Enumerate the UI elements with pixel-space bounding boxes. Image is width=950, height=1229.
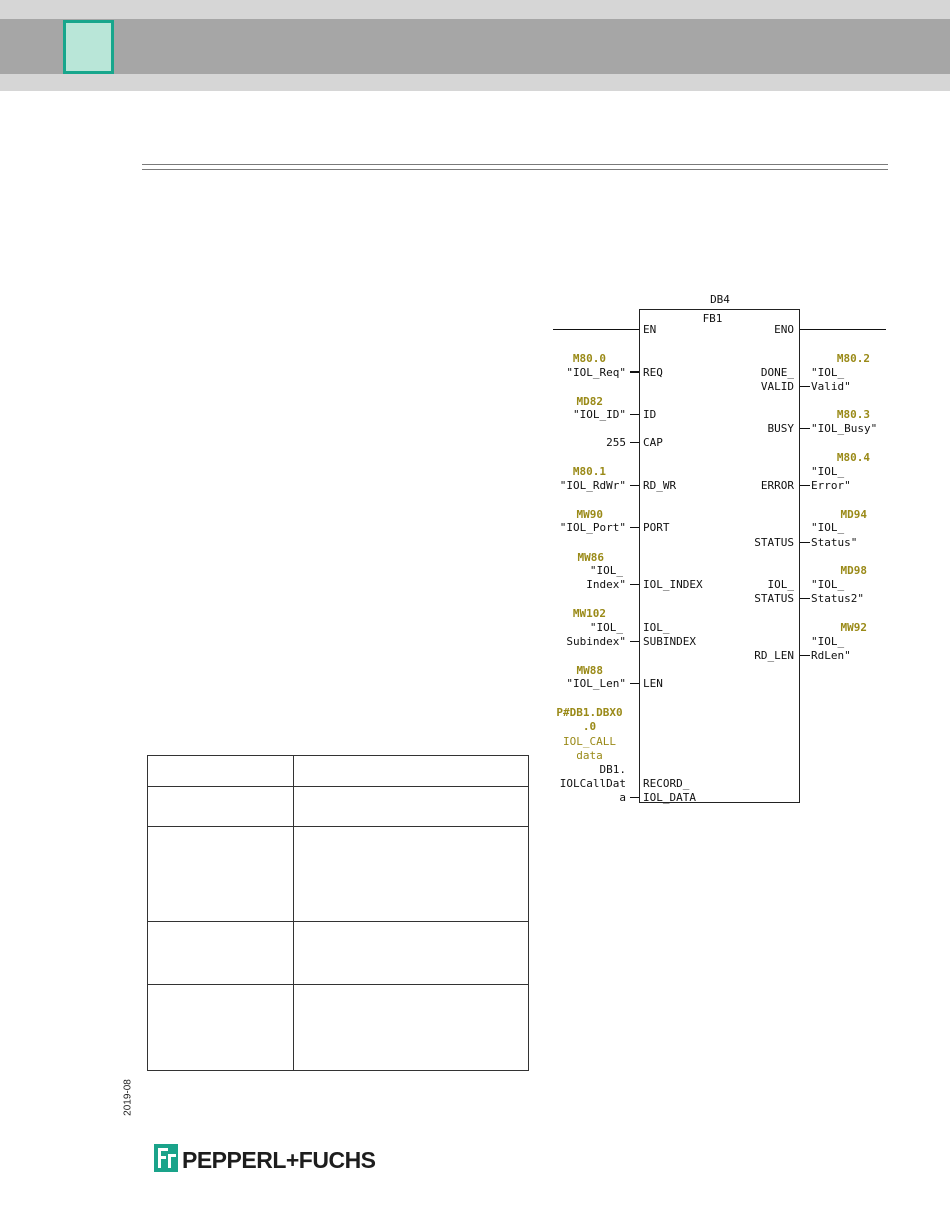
input-constant: 255 [606, 436, 626, 449]
table-row-divider [148, 826, 528, 827]
input-pin: CAP [643, 436, 663, 449]
input-address: MW86 [577, 551, 604, 564]
output-address: M80.4 [836, 451, 870, 464]
publication-date: 2019-08 [122, 1079, 134, 1116]
title-rule-top [142, 164, 888, 165]
en-wire [553, 329, 639, 330]
input-address: MW102 [572, 607, 606, 620]
output-operand: "IOL_Busy" [811, 422, 878, 435]
input-operand: "IOL_Port" [559, 521, 626, 534]
input-pin: ID [643, 408, 657, 421]
input-operand: "IOL_ [589, 564, 623, 577]
block-name: FB1 [702, 312, 723, 325]
input-pin: SUBINDEX [643, 635, 696, 648]
input-pin: IOL_ [643, 621, 670, 634]
output-pin: IOL_ [767, 578, 794, 591]
input-wire [630, 371, 639, 373]
output-operand: RdLen" [811, 649, 851, 662]
table-row-divider [148, 984, 528, 985]
output-pin: RD_LEN [754, 649, 794, 662]
input-address: .0 [582, 720, 597, 733]
input-wire [630, 683, 639, 684]
output-operand: Status2" [811, 592, 864, 605]
header-band-top [0, 0, 950, 19]
header-band [0, 19, 950, 74]
instance-db-label: DB4 [710, 293, 730, 306]
input-address: M80.0 [572, 352, 606, 365]
output-operand: Status" [811, 536, 858, 549]
table-row-divider [148, 786, 528, 787]
output-pin: VALID [760, 380, 794, 393]
output-pin: ERROR [760, 479, 794, 492]
input-address: MW90 [576, 508, 603, 521]
chapter-marker [63, 20, 114, 74]
header-band-bottom [0, 74, 950, 91]
input-operand: Subindex" [566, 635, 626, 648]
input-address: MD82 [576, 395, 603, 408]
input-pin: RD_WR [643, 479, 677, 492]
output-address: MD94 [840, 508, 867, 521]
input-operand: "IOL_Req" [566, 366, 626, 379]
output-pin: DONE_ [760, 366, 794, 379]
pepperl-fuchs-logo-icon [154, 1144, 178, 1172]
output-address: M80.2 [836, 352, 870, 365]
input-wire [630, 527, 639, 528]
output-wire [800, 542, 810, 543]
output-pin: BUSY [767, 422, 794, 435]
pin-eno: ENO [774, 323, 794, 336]
input-pin: RECORD_ [643, 777, 690, 790]
table-row-divider [148, 921, 528, 922]
input-pin: IOL_DATA [643, 791, 696, 804]
output-address: MW92 [840, 621, 867, 634]
brand-logo-text: PEPPERL+FUCHS [182, 1147, 376, 1173]
output-operand: "IOL_ [811, 465, 845, 478]
input-wire [630, 584, 639, 585]
input-operand: a [619, 791, 626, 804]
output-pin: STATUS [754, 592, 794, 605]
output-wire [800, 386, 810, 387]
input-operand: Index" [586, 578, 626, 591]
input-operand: "IOL_ [589, 621, 623, 634]
input-address: MW88 [576, 664, 603, 677]
output-address: MD98 [840, 564, 867, 577]
input-wire [630, 485, 639, 486]
input-address: P#DB1.DBX0 [556, 706, 623, 719]
input-address: M80.1 [572, 465, 606, 478]
input-pin: PORT [643, 521, 670, 534]
output-wire [800, 428, 810, 429]
input-comment: data [576, 749, 603, 762]
output-wire [800, 598, 810, 599]
output-operand: "IOL_ [811, 635, 845, 648]
input-pin: LEN [643, 677, 663, 690]
input-operand: DB1. [599, 763, 626, 776]
input-operand: "IOL_RdWr" [559, 479, 626, 492]
output-pin: STATUS [754, 536, 794, 549]
output-operand: Error" [811, 479, 851, 492]
input-pin: IOL_INDEX [643, 578, 703, 591]
output-operand: "IOL_ [811, 521, 845, 534]
input-comment: IOL_CALL [563, 735, 616, 748]
parameter-table [147, 755, 529, 1071]
output-operand: "IOL_ [811, 578, 845, 591]
output-wire [800, 655, 810, 656]
table-column-divider [293, 756, 294, 1070]
output-operand: Valid" [811, 380, 851, 393]
pin-en: EN [643, 323, 657, 336]
input-operand: "IOL_ID" [573, 408, 626, 421]
input-wire [630, 797, 639, 798]
input-wire [630, 641, 639, 642]
input-wire [630, 442, 639, 443]
eno-wire [800, 329, 886, 330]
input-wire [630, 414, 639, 415]
input-operand: "IOL_Len" [566, 677, 626, 690]
input-operand: IOLCallDat [559, 777, 626, 790]
output-address: M80.3 [836, 408, 870, 421]
input-pin: REQ [643, 366, 663, 379]
output-wire [800, 485, 810, 486]
output-operand: "IOL_ [811, 366, 845, 379]
title-rule-bottom [142, 169, 888, 170]
